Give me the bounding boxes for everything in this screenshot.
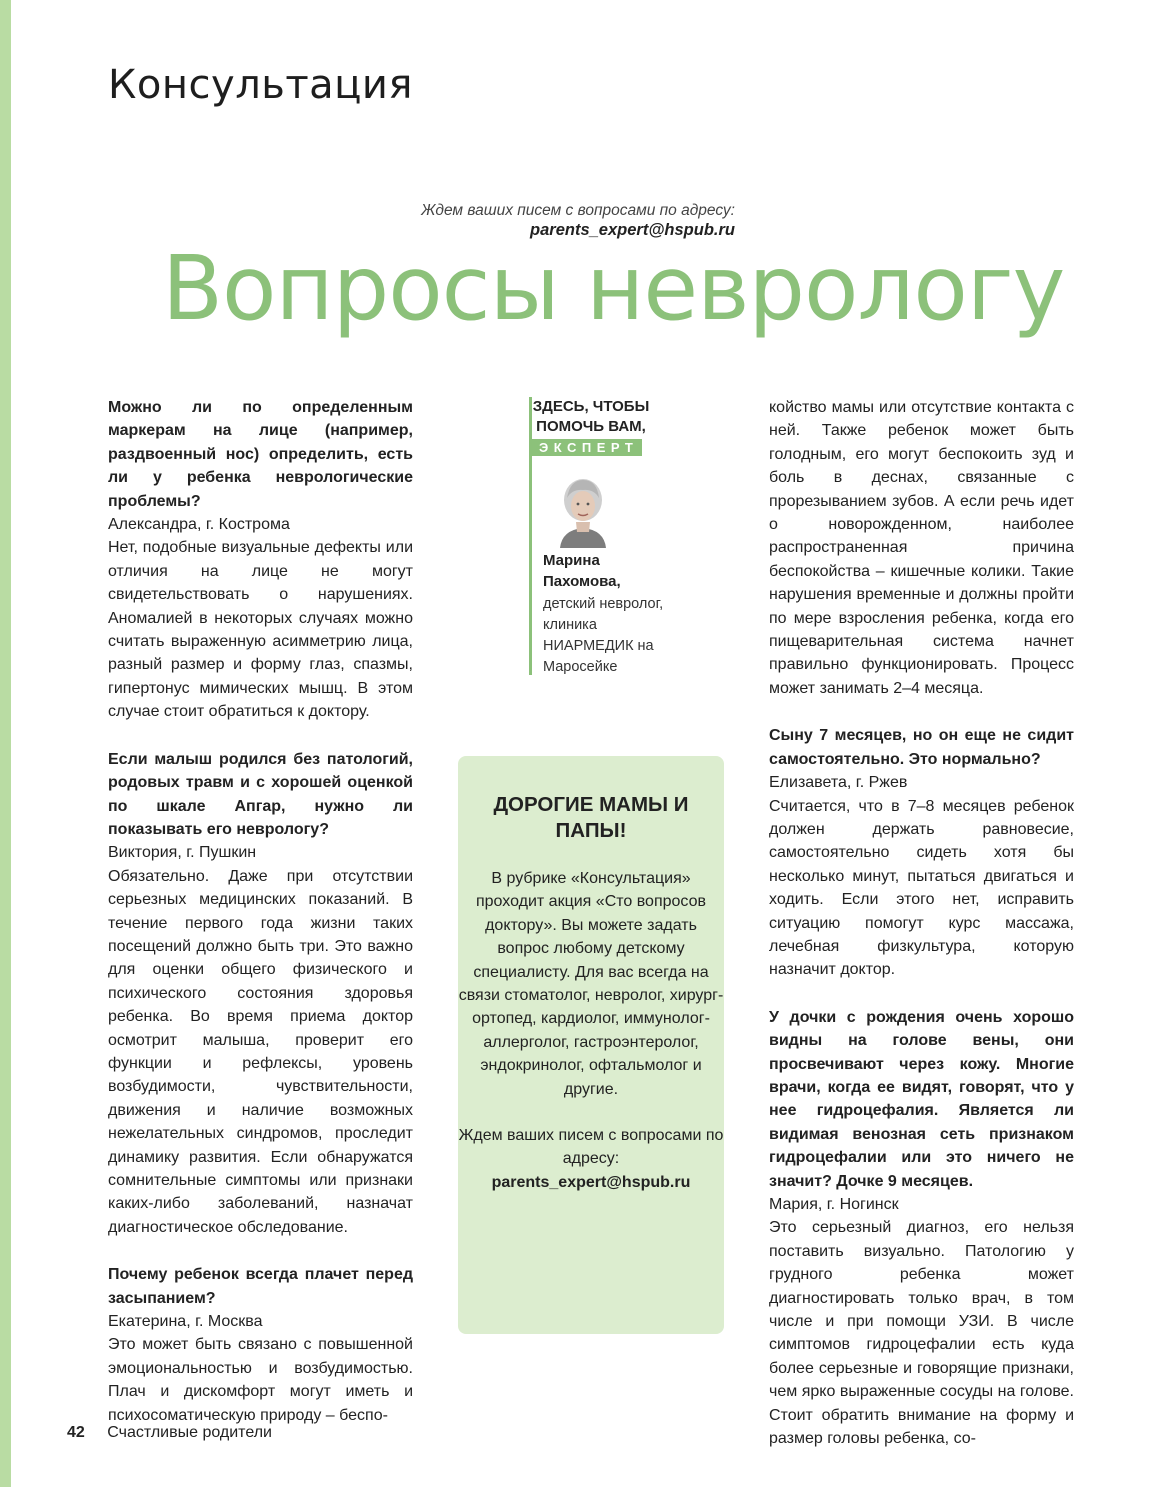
answer-4: Считается, что в 7–8 месяцев ребенок должен держать равновесие, самостоятельно сидеть хотя бы несколько минут, пытаться двигаться и ходить. Если этого нет, исправить ситуацию помогут курс массажа, лечебная физкультура, которую назначит доктор. xyxy=(769,797,1074,979)
question-5-author: Мария, г. Ногинск xyxy=(769,1196,899,1213)
main-title: Вопросы неврологу xyxy=(162,236,1065,340)
callout-email: parents_expert@hspub.ru xyxy=(491,1173,691,1191)
magazine-name: Счастливые родители xyxy=(107,1424,272,1441)
callout-body: В рубрике «Консультация» проходит акция «Сто вопросов доктору». Вы можете задать вопрос любому детскому специалисту. Для вас всегда на связи стоматолог, невролог, хирург-ортопед, кардиолог, иммунолог-аллерголог, гастроэнтеролог, эндокринолог, офтальмолог и другие. xyxy=(458,870,724,1098)
question-1-author: Александра, г. Кострома xyxy=(108,516,290,534)
callout-invite: Ждем ваших писем с вопросами по адресу: xyxy=(458,1127,724,1168)
page-number: 42 xyxy=(67,1424,85,1441)
intro-email: parents_expert@hspub.ru xyxy=(530,221,735,239)
callout-title: ДОРОГИЕ МАМЫ И ПАПЫ! xyxy=(493,793,689,842)
question-2: Если малыш родился без патологий, родовых травм и с хорошей оценкой по шкале Апгар, нужно ли показывать его неврологу? xyxy=(108,750,413,838)
section-title: Консультация xyxy=(108,62,413,108)
expert-box xyxy=(529,397,664,675)
expert-intro: ЗДЕСЬ, ЧТОБЫ ПОМОЧЬ ВАМ, xyxy=(532,398,650,435)
expert-description: детский невролог, клиника НИАРМЕДИК на Маросейке xyxy=(543,596,664,675)
question-3: Почему ребенок всегда плачет перед засыпанием? xyxy=(108,1266,413,1307)
question-5: У дочки с рождения очень хорошо видны на голове вены, они просвечивают через кожу. Многие врачи, когда ее видят, говорят, что у нее гидроцефалия. Является ли видимая венозная сеть признаком гидроцефалии или это ничего не значит? Дочке 9 месяцев. xyxy=(769,1008,1074,1190)
question-2-author: Виктория, г. Пушкин xyxy=(108,844,257,862)
intro-text: Ждем ваших писем с вопросами по адресу: xyxy=(421,202,735,219)
question-3-author: Екатерина, г. Москва xyxy=(108,1313,263,1331)
answer-3: Это может быть связано с повышенной эмоциональностью и возбудимостью. Плач и дискомфорт могут иметь и психосоматическую природу – беспо- xyxy=(108,1336,413,1424)
intro-block xyxy=(335,201,735,240)
expert-photo xyxy=(556,472,610,548)
question-4-author: Елизавета, г. Ржев xyxy=(769,774,908,792)
answer-1: Нет, подобные визуальные дефекты или отличия на лице не могут свидетельствовать о нарушениях. Аномалией в некоторых случаях можно считать выраженную асимметрию лица, разный размер и форму глаз, спазмы, гипертонус мимических мышц. В этом случае стоит обратиться к доктору. xyxy=(108,539,413,721)
page-footer xyxy=(67,1424,272,1442)
question-1: Можно ли по определенным маркерам на лице (например, раздвоенный нос) определить, есть ли у ребенка неврологические проблемы? xyxy=(108,399,413,510)
expert-badge: ЭКСПЕРТ xyxy=(532,439,642,456)
callout-box xyxy=(458,756,724,1334)
right-column xyxy=(769,396,1074,1450)
answer-3-continued: койство мамы или отсутствие контакта с ней. Также ребенок может быть голодным, его могут беспокоить зуд и боль в деснах, связанные с прорезыванием зубов. А если речь идет о новорожденном, наиболее распространенная причина беспокойства – кишечные колики. Такие нарушения временные и должны пройти по мере взросления ребенка, когда его пищеварительная система начнет правильно функционировать. Процесс может занимать 2–4 месяца. xyxy=(769,399,1074,697)
question-4: Сыну 7 месяцев, но он еще не сидит самостоятельно. Это нормально? xyxy=(769,727,1074,768)
answer-5: Это серьезный диагноз, его нельзя поставить визуально. Патологию у грудного ребенка может диагностировать только врач, в том числе и при помощи УЗИ. В числе симптомов гидроцефалии есть куда более серьезные и говорящие признаки, чем ярко выраженные сосуды на голове. Стоит обратить внимание на форму и размер головы ребенка, со- xyxy=(769,1219,1074,1448)
left-column xyxy=(108,396,413,1427)
expert-name: Марина Пахомова, xyxy=(543,552,621,590)
answer-2: Обязательно. Даже при отсутствии серьезных медицинских показаний. В течение первого года жизни таких посещений должно быть три. Это важно для оценки общего физического и психического состояния здоровья ребенка. Во время приема доктор осмотрит малыша, проверит его функции и рефлексы, уровень возбудимости, чувствительности, движения и наличие возможных нежелательных синдромов, проследит динамику развития. Если обнаружатся сомнительные симптомы или признаки каких-либо заболеваний, назначат диагностическое обследование. xyxy=(108,867,413,1236)
left-decorative-stripe xyxy=(0,0,11,1487)
